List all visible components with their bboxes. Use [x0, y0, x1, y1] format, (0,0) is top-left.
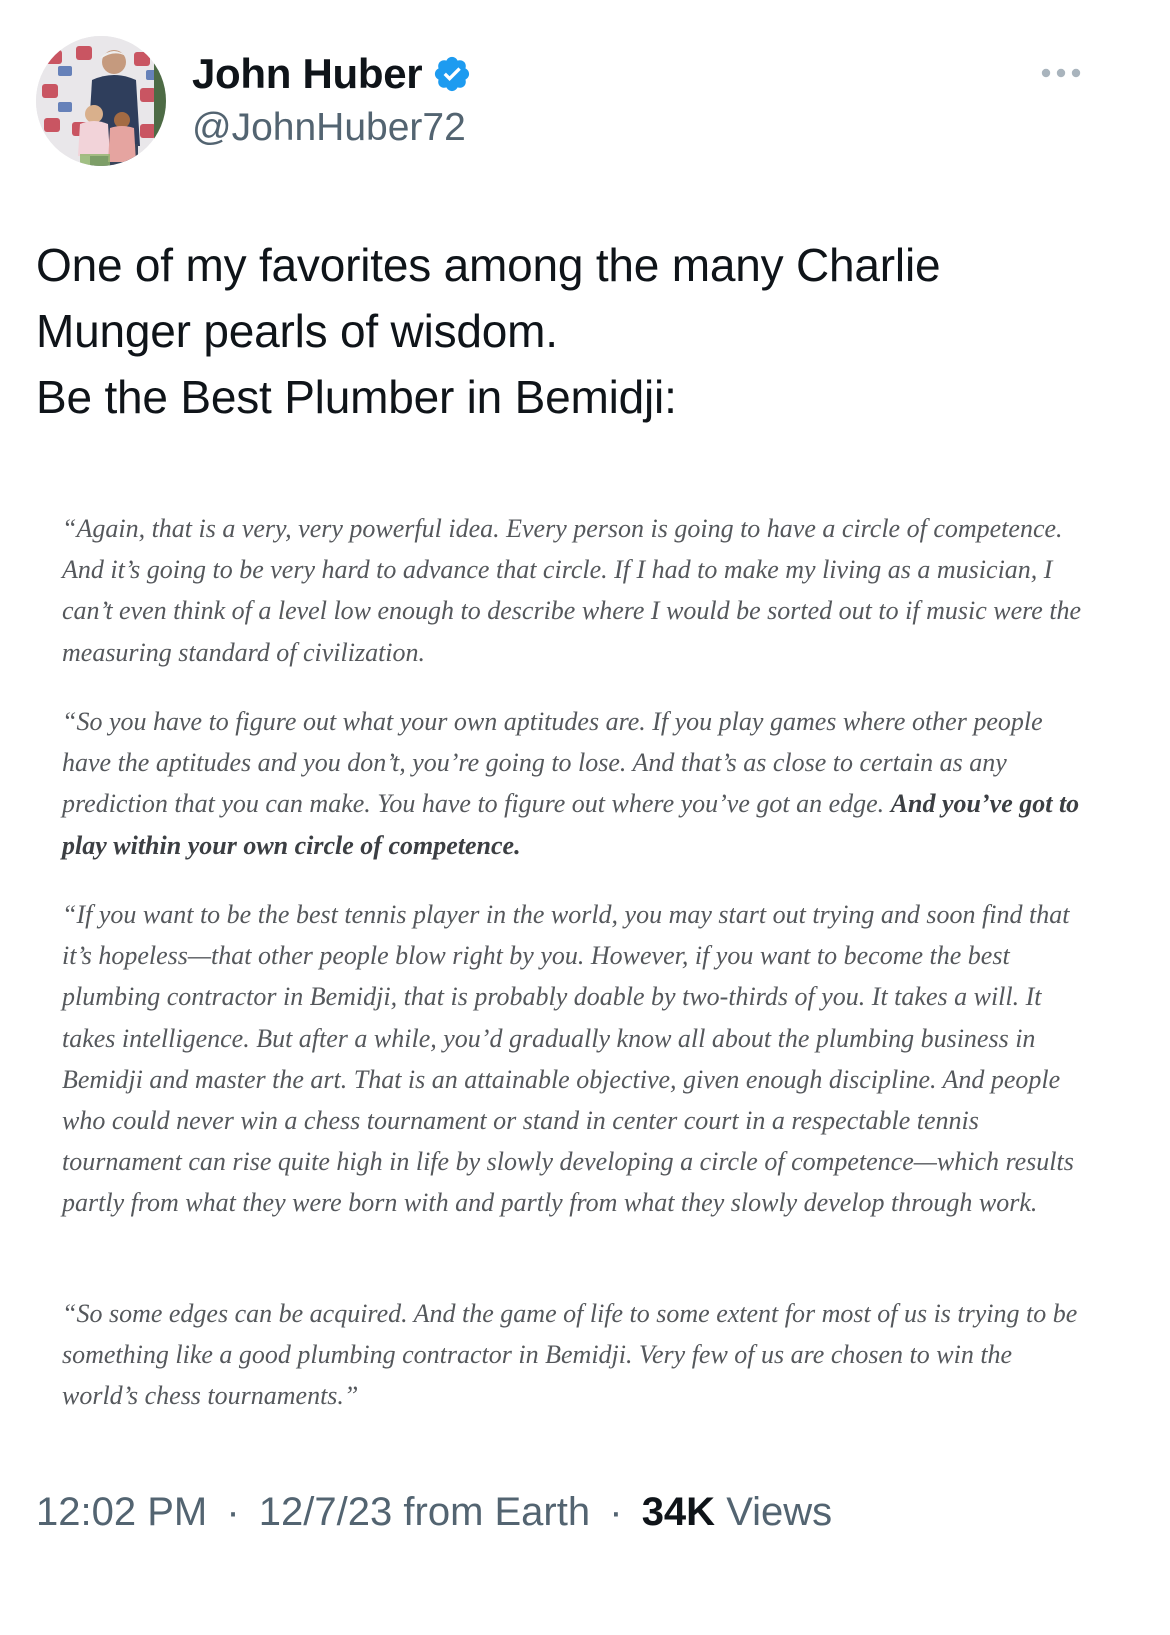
quote-paragraph-1-text: “Again, that is a very, very powerful idea. Every person is going to have a circle of competence. And it’s going to be very hard to advance that circle. If I had to make my living as a musician, I can’t even think of a level low enough to describe where I would be sorted out to if music were the measuring standard of civilization. [62, 514, 1082, 667]
quote-paragraph-4-text: “So some edges can be acquired. And the game of life to some extent for most of us is trying to be something like a good plumbing contractor in Bemidji. Very few of us are chosen to win the world’s chess tournaments.” [62, 1299, 1078, 1411]
author-handle[interactable]: @JohnHuber72 [192, 106, 466, 149]
tweet-source: from Earth [403, 1490, 591, 1534]
quote-paragraph-2-text: “So you have to figure out what your own aptitudes are. If you play games where other people have the aptitudes and you don’t, you’re going to lose. And that’s as close to certain as any prediction that you can make. You have to figure out where you’ve got an edge. [62, 707, 1043, 819]
quote-paragraph-1 [62, 508, 1092, 673]
tweet-header [36, 36, 1126, 166]
verified-badge-icon[interactable] [432, 54, 472, 94]
avatar[interactable] [36, 36, 166, 166]
tweet-date[interactable]: 12/7/23 [258, 1490, 393, 1534]
quote-paragraph-3 [62, 894, 1092, 1224]
more-options-icon[interactable] [1036, 56, 1086, 90]
quote-paragraph-4 [62, 1293, 1092, 1417]
separator: · [609, 1490, 623, 1534]
avatar-image [36, 36, 166, 166]
views-label: Views [726, 1490, 833, 1534]
quote-paragraph-2-bold: And you’ve got to play within your own circle of competence. [62, 789, 1080, 860]
author-names [192, 46, 792, 150]
tweet-text: One of my favorites among the many Charlie Munger pearls of wisdom. Be the Best Plumber in Bemidji: [36, 239, 941, 423]
views-count[interactable]: 34K [641, 1490, 716, 1534]
tweet-time[interactable]: 12:02 PM [36, 1490, 208, 1534]
tweet-metadata [36, 1490, 832, 1535]
display-name-row [192, 46, 792, 102]
quote-paragraph-2 [62, 701, 1092, 866]
quote-paragraph-3-text: “If you want to be the best tennis player in the world, you may start out trying and soon find that it’s hopeless—that other people blow right by you. However, if you want to become the best plumbing contractor in Bemidji, that is probably doable by two-thirds of you. It takes a will. It takes intelligence. But after a while, you’d gradually know all about the plumbing business in Bemidji and master the art. That is an attainable objective, given enough discipline. And people who could never win a chess tournament or stand in center court in a respectable tennis tournament can rise quite high in life by slowly developing a circle of competence—which results partly from what they were born with and partly from what they slowly develop through work. [62, 900, 1074, 1218]
display-name[interactable]: John Huber [192, 50, 423, 97]
tweet-media-image[interactable] [36, 475, 1111, 1435]
separator: · [226, 1490, 240, 1534]
